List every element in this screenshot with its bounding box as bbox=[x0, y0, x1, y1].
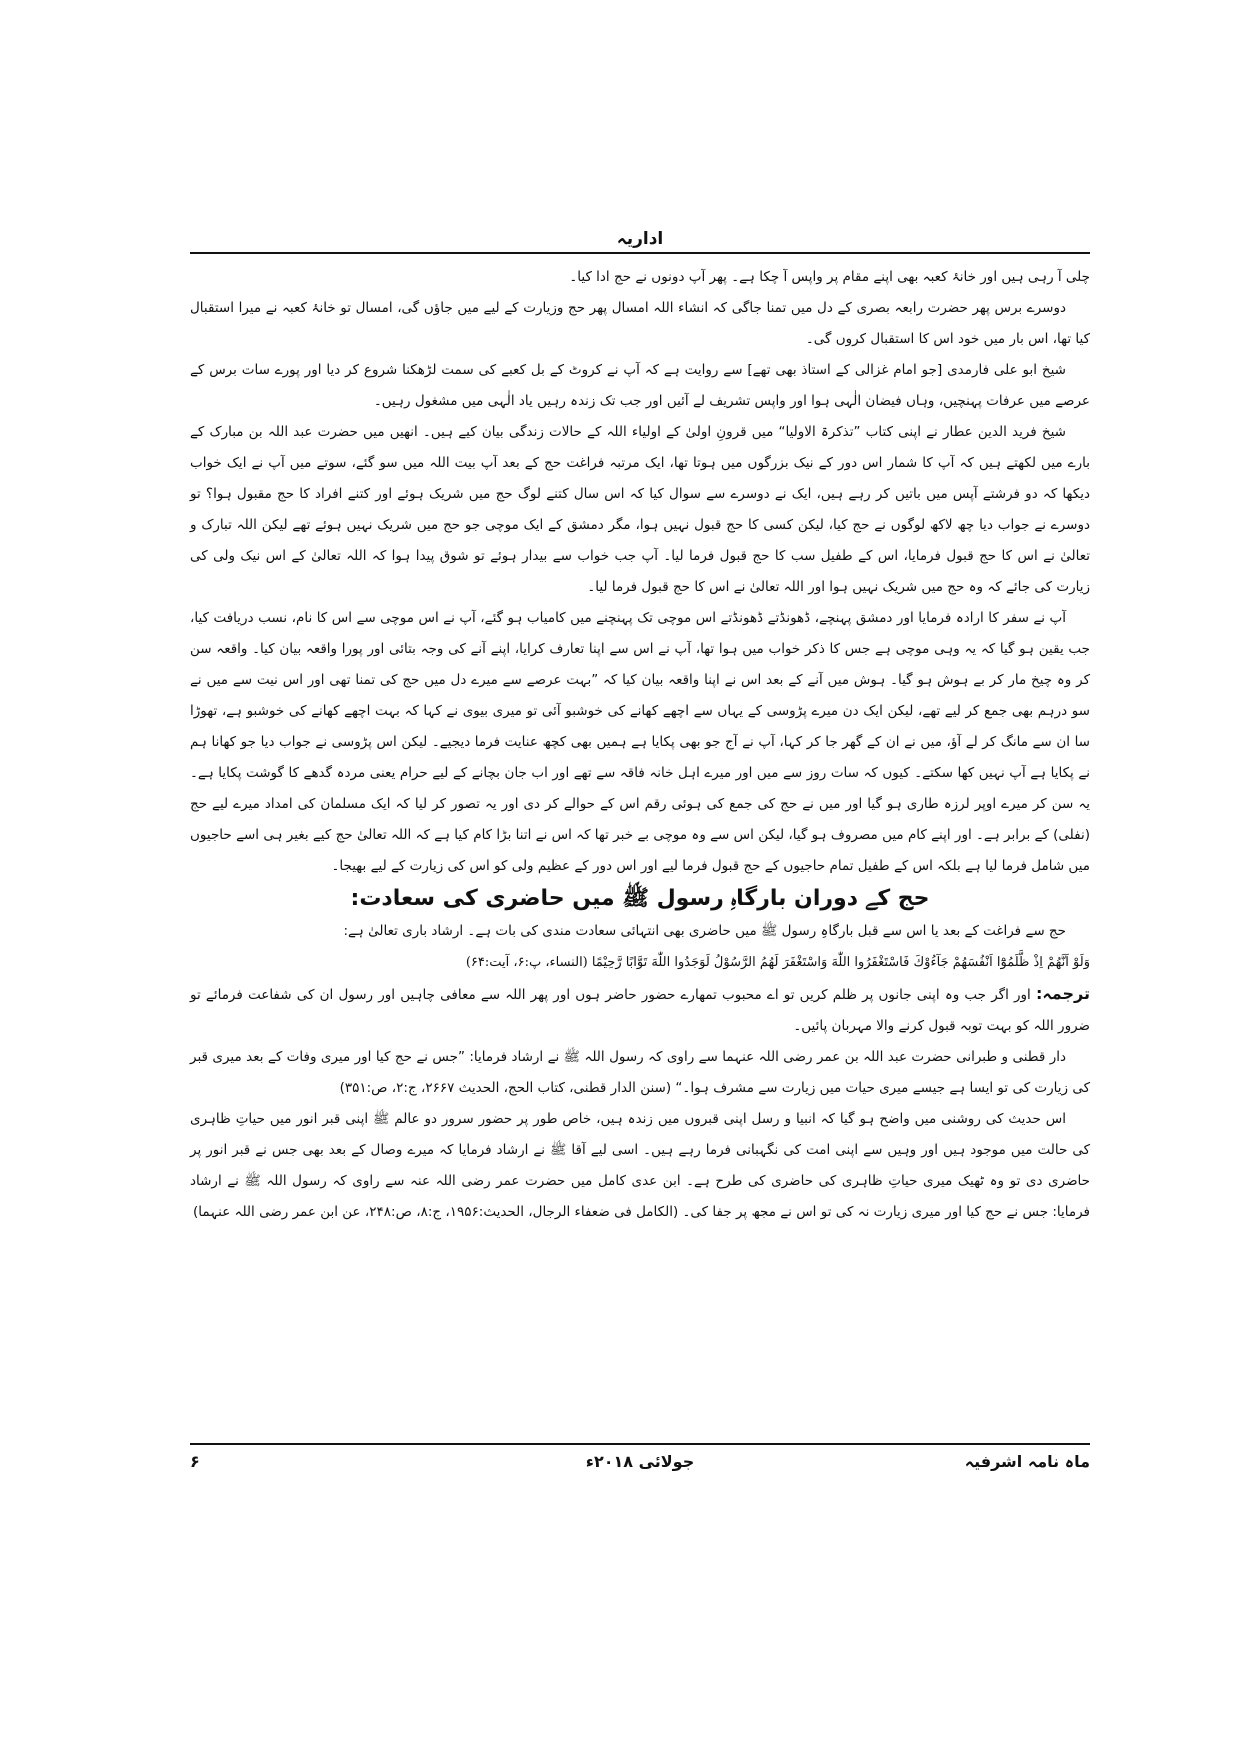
paragraph: دوسرے برس پھر حضرت رابعہ بصری کے دل میں تمنا جاگی کہ انشاء اللہ امسال پھر حج وزیارت کے لیے میں جاؤں گی، امسال تو خانۂ کعبہ نے میرا استقبال کیا تھا، اس بار میں خود اس کا استقبال کروں گی۔ bbox=[190, 300, 1090, 347]
paragraph: شیخ فرید الدین عطار نے اپنی کتاب ”تذکرۃ الاولیا“ میں قرونِ اولیٰ کے اولیاء اللہ کے حالات زندگی بیان کیے ہیں۔ انھیں میں حضرت عبد اللہ بن مبارک کے بارے میں لکھتے ہیں کہ آپ کا شمار اس دور کے نیک بزرگوں میں ہوتا تھا، ایک مرتبہ فراغت حج کے بعد آپ بیت اللہ میں سو گئے، سوتے میں آپ نے ایک خواب دیکھا کہ دو فرشتے آپس میں باتیں کر رہے ہیں، ایک نے دوسرے سے سوال کیا کہ اس سال کتنے لوگ حج میں شریک ہوئے اور کتنے افراد کا حج مقبول ہوا؟ تو دوسرے نے جواب دیا چھ لاکھ لوگوں نے حج کیا، لیکن کسی کا حج قبول نہیں ہوا، مگر دمشق کے ایک موچی جو حج میں شریک نہیں ہوئے تھے لیکن اللہ تبارک و تعالیٰ نے اس کا حج قبول فرمایا، اس کے طفیل سب کا حج قبول فرما لیا۔ آپ جب خواب سے بیدار ہوئے تو شوق پیدا ہوا کہ اللہ تعالیٰ کے اس نیک ولی کی زیارت کی جائے کہ وہ حج میں شریک نہیں ہوا اور اللہ تعالیٰ نے اس کا حج قبول فرما لیا۔ bbox=[190, 424, 1090, 595]
footer-rule bbox=[190, 1443, 1090, 1445]
translation-label: ترجمہ: bbox=[1036, 984, 1090, 1003]
paragraph: شیخ ابو علی فارمدی [جو امام غزالی کے استاذ بھی تھے] سے روایت ہے کہ آپ نے کروٹ کے بل کعبے کی سمت لڑھکنا شروع کر دیا اور پورے سات برس کے عرصے میں عرفات پہنچیں، وہاں فیضان الٰہی ہوا اور واپس تشریف لے آئیں اور جب تک زندہ رہیں یاد الٰہی میں مشغول رہیں۔ bbox=[190, 362, 1090, 409]
paragraph: چلی آ رہی ہیں اور خانۂ کعبہ بھی اپنے مقام پر واپس آ چکا ہے۔ پھر آپ دونوں نے حج ادا کیا۔ bbox=[569, 269, 1090, 285]
header-rule bbox=[190, 252, 1090, 254]
paragraph: دار قطنی و طبرانی حضرت عبد اللہ بن عمر رضی اللہ عنہما سے راوی کہ رسول اللہ ﷺ نے ارشاد فرمایا: ”جس نے حج کیا اور میری وفات کے بعد میری قبر کی زیارت کی تو ایسا ہے جیسے میری حیات میں زیارت سے مشرف ہوا۔“ (سنن الدار قطنی، کتاب الحج، الحدیث ۲۶۶۷، ج:۲، ص:۳۵۱) bbox=[190, 1049, 1090, 1096]
paragraph: آپ نے سفر کا ارادہ فرمایا اور دمشق پہنچے، ڈھونڈتے ڈھونڈتے اس موچی تک پہنچنے میں کامیاب ہو گئے، آپ نے اس موچی سے اس کا نام، نسب دریافت کیا، جب یقین ہو گیا کہ یہ وہی موچی ہے جس کا ذکر خواب میں ہوا تھا، آپ نے اس سے اپنا تعارف کرایا، اپنے آنے کی وجہ بتائی اور پورا واقعہ بیان کیا۔ واقعہ سن کر وہ چیخ مار کر بے ہوش ہو گیا۔ ہوش میں آنے کے بعد اس نے اپنا واقعہ بیان کیا کہ ”بہت عرصے سے میرے دل میں حج کی تمنا تھی اور اس نیت سے میں نے سو درہم بھی جمع کر لیے تھے، لیکن ایک دن میرے پڑوسی کے یہاں سے اچھے کھانے کی خوشبو آئی تو میری بیوی نے کہا کہ بہت اچھے کھانے کی خوشبو ہے، تھوڑا سا ان سے مانگ کر لے آؤ، میں نے ان کے گھر جا کر کہا، آپ نے آج جو بھی پکایا ہے ہمیں بھی کچھ عنایت فرما دیجیے۔ لیکن اس پڑوسی نے جواب دیا جو کھانا ہم نے پکایا ہے آپ نہیں کھا سکتے۔ کیوں کہ سات روز سے میں اور میرے اہل خانہ فاقہ سے تھے اور اب جان بچانے کے لیے حرام یعنی مردہ گدھے کا گوشت پکایا ہے۔ یہ سن کر میرے اوپر لرزہ طاری ہو گیا اور میں نے حج کی جمع کی ہوئی رقم اس کے حوالے کر دی اور یہ تصور کر لیا کہ ایک مسلمان کی امداد میرے لیے حج (نفلی) کے برابر ہے۔ اور اپنے کام میں مصروف ہو گیا، لیکن اس سے وہ موچی بے خبر تھا کہ اس نے اتنا بڑا کام کیا ہے کہ اللہ تعالیٰ حج کیے بغیر ہی اسے حاجیوں میں شامل فرما لیا ہے بلکہ اس کے طفیل تمام حاجیوں کے حج قبول فرما لیے اور اس دور کے عظیم ولی کو اس کی زیارت کے لیے بھیجا۔ bbox=[190, 610, 1090, 874]
section-header: اداریہ bbox=[616, 229, 664, 249]
magazine-name: ماہ نامہ اشرفیہ bbox=[964, 1452, 1090, 1471]
article-body bbox=[190, 262, 1090, 1228]
paragraph: حج سے فراغت کے بعد یا اس سے قبل بارگاہِ رسول ﷺ میں حاضری بھی انتہائی سعادت مندی کی بات ہے۔ ارشاد باری تعالیٰ ہے: bbox=[343, 923, 1066, 939]
page-number: ۶ bbox=[190, 1452, 200, 1471]
quran-verse: وَلَوْ اَنَّهُمْ اِذْ ظَّلَمُوْٓا اَنْفُسَهُمْ جَآءُوْكَ فَاسْتَغْفَرُوا اللّٰهَ وَاسْتَغْفَرَ لَهُمُ الرَّسُوْلُ لَوَجَدُوا اللّٰهَ تَوَّابًا رَّحِيْمًا (النساء، پ:۶، آیت:۶۴) bbox=[465, 955, 1090, 970]
issue-date: جولائی ۲۰۱۸ء bbox=[585, 1452, 695, 1471]
paragraph: اس حدیث کی روشنی میں واضح ہو گیا کہ انبیا و رسل اپنی قبروں میں زندہ ہیں، خاص طور پر حضور سرور دو عالم ﷺ اپنی قبر انور میں حیاتِ ظاہری کی حالت میں موجود ہیں اور وہیں سے اپنی امت کی نگہبانی فرما رہے ہیں۔ اسی لیے آقا ﷺ نے ارشاد فرمایا کہ میرے وصال کے بعد بھی جس نے قبر انور پر حاضری دی تو وہ ٹھیک میری حیاتِ ظاہری کی حاضری کی طرح ہے۔ ابن عدی کامل میں حضرت عمر رضی اللہ عنہ سے راوی کہ رسول اللہ ﷺ نے ارشاد فرمایا: جس نے حج کیا اور میری زیارت نہ کی تو اس نے مجھ پر جفا کی۔ (الکامل فی ضعفاء الرجال، الحدیث:۱۹۵۶، ج:۸، ص:۲۴۸، عن ابن عمر رضی اللہ عنہما) bbox=[190, 1111, 1090, 1220]
translation-text: اور اگر جب وہ اپنی جانوں پر ظلم کریں تو اے محبوب تمھارے حضور حاضر ہوں اور پھر اللہ سے معافی چاہیں اور رسول ان کی شفاعت فرمائے تو ضرور اللہ کو بہت توبہ قبول کرنے والا مہربان پائیں۔ bbox=[190, 987, 1090, 1034]
page-footer bbox=[190, 1452, 1090, 1482]
section-heading: حج کے دوران بارگاہِ رسول ﷺ میں حاضری کی سعادت: bbox=[350, 886, 930, 911]
translation-paragraph bbox=[190, 978, 1090, 1042]
